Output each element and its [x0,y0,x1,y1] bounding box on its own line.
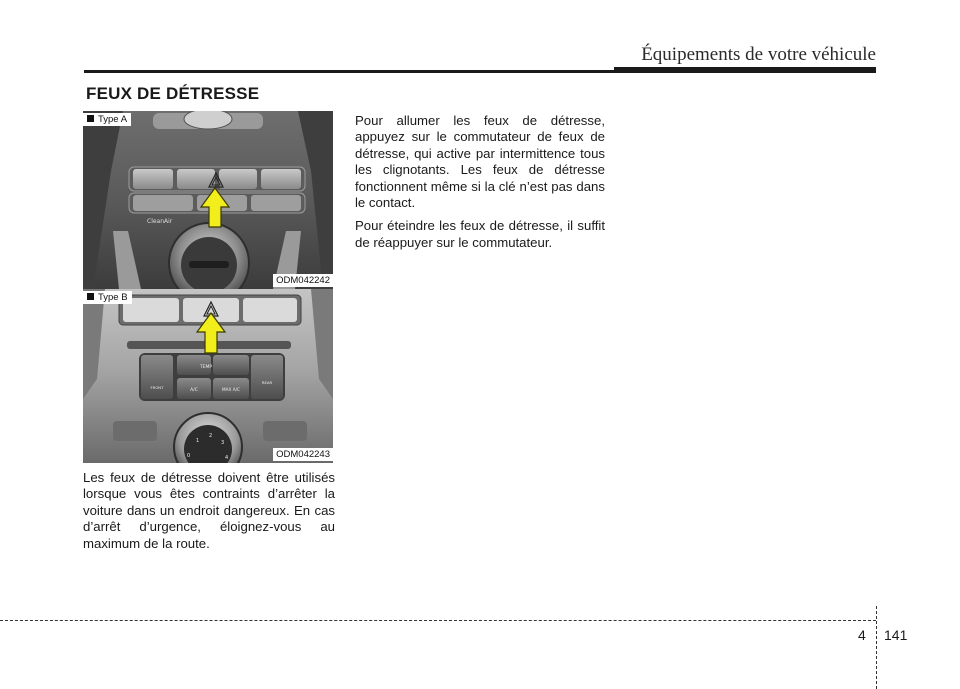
max-ac-label: MAX A/C [222,387,240,392]
fan-speed-2: 2 [209,433,213,439]
header-rule-accent [614,67,876,73]
fan-speed-0: 0 [187,453,191,459]
clean-air-label: CleanAir [147,218,173,225]
figure-code: ODM042243 [273,448,333,461]
chapter-number: 4 [858,627,866,643]
front-label: FRONT [150,385,164,390]
page-number: 141 [884,627,908,643]
left-column-text [83,470,335,559]
temp-label: TEMP [199,365,213,370]
figure-type-a [83,111,333,289]
fan-speed-3: 3 [221,440,225,446]
ac-label: A/C [190,388,198,393]
fan-speed-1: 1 [196,438,200,444]
paragraph-usage: Les feux de détresse doivent être utilisés lorsque vous êtes contraints d’arrêter la voiture dans un endroit dangereux. En cas d’arrêt d’urgence, éloignez-vous au maximum de la route. [83,470,335,551]
dashboard-type-a-illustration [83,111,333,289]
dashboard-type-b-illustration [83,289,333,463]
fan-speed-4: 4 [225,455,229,461]
rear-label: REAR [261,380,273,385]
paragraph-turn-off: Pour éteindre les feux de détresse, il suffit de réappuyer sur le commutateur. [355,218,605,250]
figure-tag: Type A [83,113,131,126]
figure-type-b [83,289,333,463]
footer-rule [0,620,876,621]
right-column-text [355,113,605,258]
chapter-title: Équipements de votre véhicule [641,44,876,65]
section-title: FEUX DE DÉTRESSE [86,84,260,103]
paragraph-turn-on: Pour allumer les feux de détresse, appuyez sur le commutateur de feux de détresse, qui active par intermittence tous les clignotants. Les feux de détresse fonctionnent même si la clé n’est pas dans le contact. [355,113,605,211]
footer-divider [876,606,877,689]
figure-code: ODM042242 [273,274,333,287]
figure-tag: Type B [83,291,132,304]
